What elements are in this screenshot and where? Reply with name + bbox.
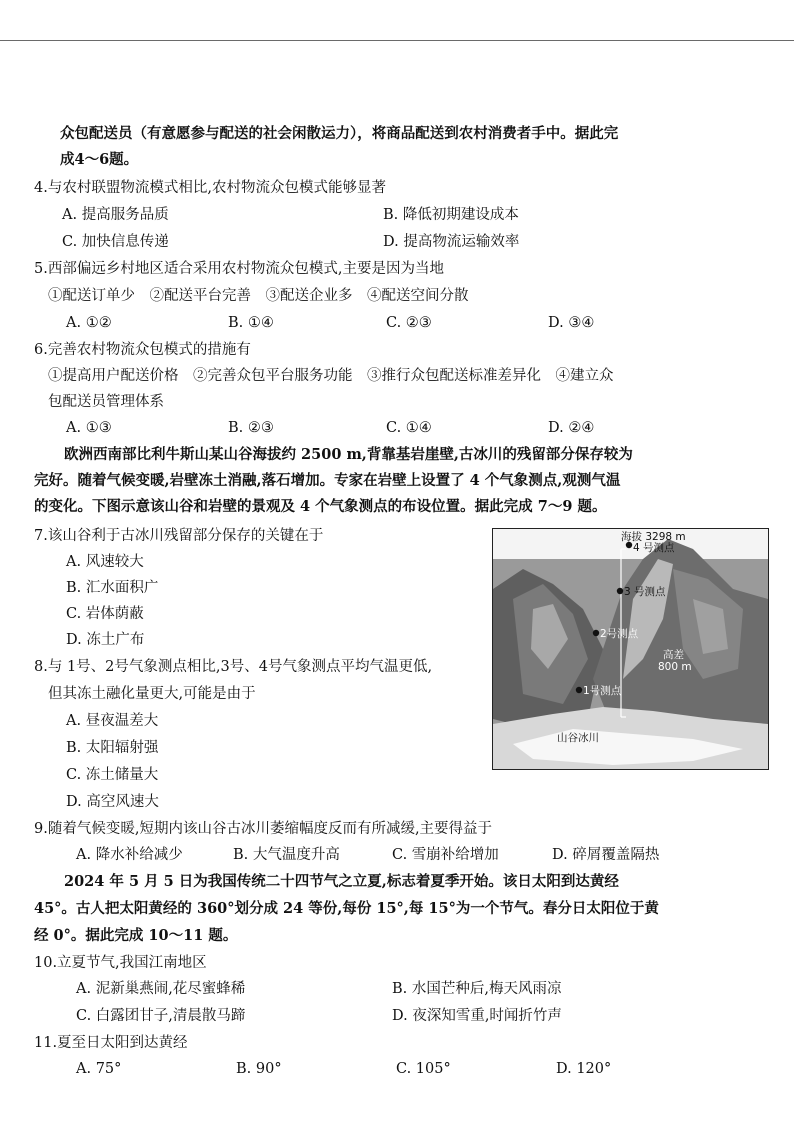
question-5-option-d[interactable]: D. ③④ — [548, 315, 595, 331]
passage-3-line-2: 45°。古人把太阳黄经的 360°划分成 24 等份,每份 15°,每 15°为一个节气。春分日太阳位于黄 — [34, 900, 659, 917]
passage-2-line-1: 欧洲西南部比利牛斯山某山谷海拔约 2500 m,背靠基岩崖壁,古冰川的残留部分保存较为 — [64, 446, 633, 463]
question-4-option-d[interactable]: D. 提高物流运输效率 — [383, 234, 520, 250]
question-8-stem-line-2: 但其冻土融化量更大,可能是由于 — [48, 686, 256, 702]
question-9-option-d[interactable]: D. 碎屑覆盖隔热 — [552, 847, 660, 863]
question-5-stem: 5.西部偏远乡村地区适合采用农村物流众包模式,主要是因为当地 — [34, 261, 444, 277]
figure-height-label-2: 800 m — [658, 661, 692, 673]
figure-height-label-1: 高差 — [663, 649, 684, 661]
question-8-stem-line-1: 8.与 1号、2号气象测点相比,3号、4号气象测点平均气温更低, — [34, 659, 433, 675]
figure-station-3-label: 3 号测点 — [624, 586, 666, 598]
figure-station-4-label: 4 号测点 — [633, 542, 675, 554]
question-8-option-b[interactable]: B. 太阳辐射强 — [66, 740, 159, 756]
figure-glacier-label: 山谷冰川 — [557, 732, 599, 744]
figure-elevation-label: 海拔 3298 m — [621, 531, 686, 543]
question-11-option-a[interactable]: A. 75° — [76, 1061, 122, 1077]
valley-landscape-figure — [492, 528, 769, 770]
question-6-option-d[interactable]: D. ②④ — [548, 420, 595, 436]
question-5-option-a[interactable]: A. ①② — [66, 315, 112, 331]
question-4-stem: 4.与农村联盟物流模式相比,农村物流众包模式能够显著 — [34, 180, 386, 196]
question-9-option-c[interactable]: C. 雪崩补给增加 — [392, 847, 499, 863]
question-9-stem: 9.随着气候变暖,短期内该山谷古冰川萎缩幅度反而有所减缓,主要得益于 — [34, 821, 493, 837]
passage-1-line-2: 成4～6题。 — [60, 151, 139, 168]
question-11-option-d[interactable]: D. 120° — [556, 1061, 612, 1077]
question-10-option-a[interactable]: A. 泥新巢燕闹,花尽蜜蜂稀 — [76, 981, 246, 997]
question-10-option-d[interactable]: D. 夜深知雪重,时闻折竹声 — [392, 1008, 562, 1024]
passage-2-line-2: 完好。随着气候变暖,岩壁冻土消融,落石增加。专家在岩壁上设置了 4 个气象测点,观测气温 — [34, 472, 621, 489]
question-6-stem: 6.完善农村物流众包模式的措施有 — [34, 342, 251, 358]
question-7-option-d[interactable]: D. 冻土广布 — [66, 632, 145, 648]
question-7-stem: 7.该山谷利于古冰川残留部分保存的关键在于 — [34, 528, 324, 544]
passage-2-line-3: 的变化。下图示意该山谷和岩壁的景观及 4 个气象测点的布设位置。据此完成 7～9 题。 — [34, 498, 607, 515]
question-9-option-a[interactable]: A. 降水补给减少 — [76, 847, 183, 863]
question-4-option-a[interactable]: A. 提高服务品质 — [62, 207, 169, 223]
figure-station-1-label: 1号测点 — [583, 685, 622, 697]
question-7-option-a[interactable]: A. 风速较大 — [66, 554, 144, 570]
question-7-option-c[interactable]: C. 岩体荫蔽 — [66, 606, 144, 622]
question-6-option-c[interactable]: C. ①④ — [386, 420, 432, 436]
passage-1-line-1: 众包配送员（有意愿参与配送的社会闲散运力），将商品配送到农村消费者手中。据此完 — [60, 125, 619, 142]
passage-3-line-1: 2024 年 5 月 5 日为我国传统二十四节气之立夏,标志着夏季开始。该日太阳到达黄经 — [64, 873, 619, 890]
question-8-option-a[interactable]: A. 昼夜温差大 — [66, 713, 159, 729]
figure-station-2-label: 2号测点 — [600, 628, 639, 640]
question-6-option-b[interactable]: B. ②③ — [228, 420, 274, 436]
passage-3-line-3: 经 0°。据此完成 10～11 题。 — [34, 927, 238, 944]
question-4-option-c[interactable]: C. 加快信息传递 — [62, 234, 169, 250]
valley-illustration — [493, 529, 768, 769]
question-10-option-c[interactable]: C. 白露团甘子,清晨散马蹄 — [76, 1008, 246, 1024]
question-11-option-b[interactable]: B. 90° — [236, 1061, 282, 1077]
question-9-option-b[interactable]: B. 大气温度升高 — [233, 847, 340, 863]
question-6-option-a[interactable]: A. ①③ — [66, 420, 112, 436]
question-8-option-d[interactable]: D. 高空风速大 — [66, 794, 159, 810]
question-7-option-b[interactable]: B. 汇水面积广 — [66, 580, 159, 596]
question-11-option-c[interactable]: C. 105° — [396, 1061, 451, 1077]
question-5-option-b[interactable]: B. ①④ — [228, 315, 274, 331]
question-6-items-line-1: ①提高用户配送价格 ②完善众包平台服务功能 ③推行众包配送标准差异化 ④建立众 — [48, 368, 614, 384]
question-5-items: ①配送订单少 ②配送平台完善 ③配送企业多 ④配送空间分散 — [48, 288, 469, 304]
question-10-option-b[interactable]: B. 水国芒种后,梅天风雨凉 — [392, 981, 562, 997]
question-8-option-c[interactable]: C. 冻土储量大 — [66, 767, 159, 783]
question-10-stem: 10.立夏节气,我国江南地区 — [34, 955, 207, 971]
question-11-stem: 11.夏至日太阳到达黄经 — [34, 1035, 188, 1051]
question-5-option-c[interactable]: C. ②③ — [386, 315, 432, 331]
question-4-option-b[interactable]: B. 降低初期建设成本 — [383, 207, 519, 223]
question-6-items-line-2: 包配送员管理体系 — [48, 394, 164, 410]
